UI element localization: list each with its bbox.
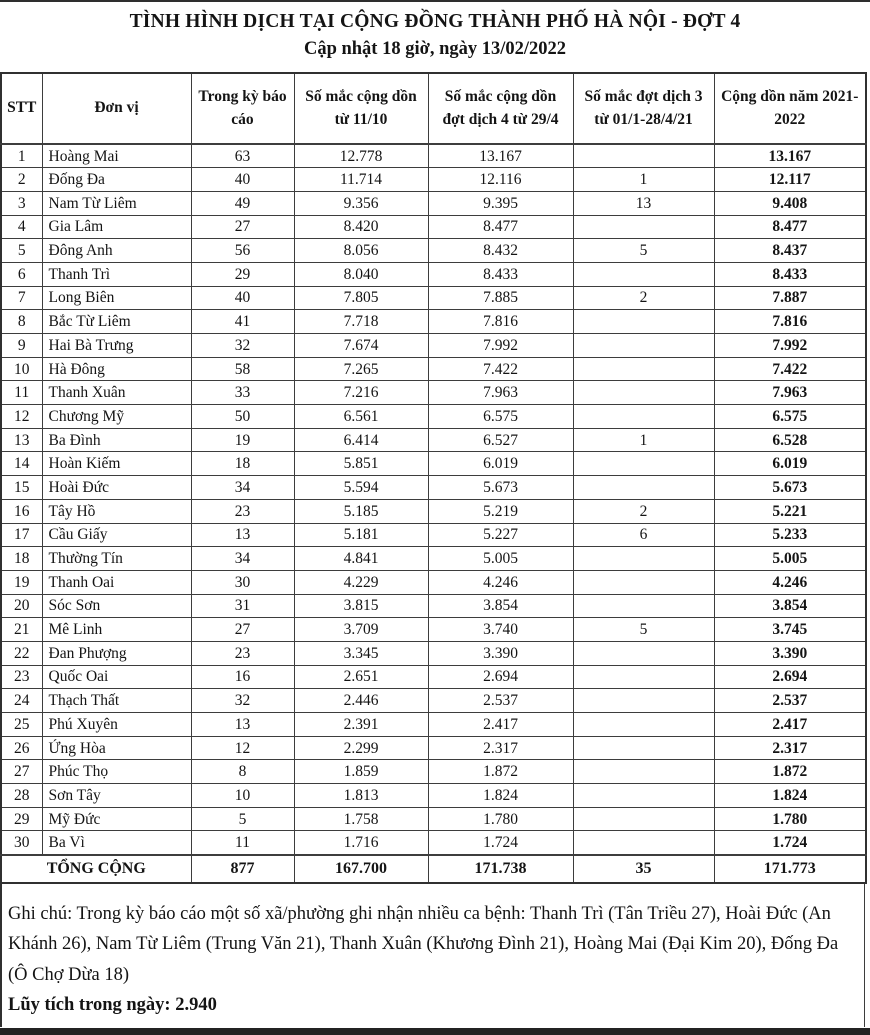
- cell-tu-11-10: 9.356: [294, 191, 428, 215]
- cell-dot-3: [573, 262, 714, 286]
- notes-section: [0, 884, 865, 1027]
- cell-dot-3: [573, 784, 714, 808]
- cell-tu-11-10: 7.805: [294, 286, 428, 310]
- table-row: [1, 310, 866, 334]
- total-row: [1, 855, 866, 883]
- cell-dot-4: 5.227: [428, 523, 573, 547]
- cell-trong-ky: 27: [191, 618, 294, 642]
- cell-don-vi: Mê Linh: [42, 618, 191, 642]
- cell-dot-4: 2.694: [428, 665, 573, 689]
- cell-dot-3: [573, 641, 714, 665]
- cell-dot-4: 8.433: [428, 262, 573, 286]
- table-row: [1, 405, 866, 429]
- cell-cong-don: 7.963: [714, 381, 866, 405]
- cell-trong-ky: 58: [191, 357, 294, 381]
- table-row: [1, 760, 866, 784]
- cell-trong-ky: 23: [191, 641, 294, 665]
- table-row: [1, 570, 866, 594]
- cell-don-vi: Sơn Tây: [42, 784, 191, 808]
- table-row: [1, 713, 866, 737]
- cell-dot-4: 6.575: [428, 405, 573, 429]
- cell-don-vi: Ứng Hòa: [42, 736, 191, 760]
- cell-trong-ky: 34: [191, 476, 294, 500]
- cell-tu-11-10: 5.181: [294, 523, 428, 547]
- cell-stt: 14: [1, 452, 42, 476]
- epidemic-table: [0, 72, 867, 884]
- cell-dot-3: 2: [573, 499, 714, 523]
- total-tu-11-10: 167.700: [294, 855, 428, 883]
- cell-dot-3: 1: [573, 428, 714, 452]
- cell-tu-11-10: 8.056: [294, 239, 428, 263]
- cell-tu-11-10: 3.815: [294, 594, 428, 618]
- cell-don-vi: Chương Mỹ: [42, 405, 191, 429]
- cell-dot-4: 5.005: [428, 547, 573, 571]
- cell-cong-don: 8.437: [714, 239, 866, 263]
- cell-trong-ky: 27: [191, 215, 294, 239]
- cell-trong-ky: 50: [191, 405, 294, 429]
- cell-dot-4: 3.854: [428, 594, 573, 618]
- cell-trong-ky: 32: [191, 689, 294, 713]
- cell-don-vi: Tây Hồ: [42, 499, 191, 523]
- cell-dot-3: [573, 736, 714, 760]
- table-row: [1, 381, 866, 405]
- cell-tu-11-10: 7.265: [294, 357, 428, 381]
- cell-don-vi: Đống Đa: [42, 168, 191, 192]
- cell-dot-4: 3.740: [428, 618, 573, 642]
- cell-dot-3: [573, 760, 714, 784]
- table-row: [1, 262, 866, 286]
- cell-dot-4: 1.824: [428, 784, 573, 808]
- cell-tu-11-10: 3.345: [294, 641, 428, 665]
- cell-cong-don: 2.317: [714, 736, 866, 760]
- cell-don-vi: Hoàn Kiếm: [42, 452, 191, 476]
- cell-stt: 12: [1, 405, 42, 429]
- cell-dot-3: [573, 144, 714, 168]
- cell-cong-don: 2.537: [714, 689, 866, 713]
- cell-tu-11-10: 1.813: [294, 784, 428, 808]
- cell-tu-11-10: 7.718: [294, 310, 428, 334]
- cell-trong-ky: 40: [191, 286, 294, 310]
- cell-dot-4: 6.019: [428, 452, 573, 476]
- table-row: [1, 239, 866, 263]
- cell-stt: 4: [1, 215, 42, 239]
- table-row: [1, 547, 866, 571]
- cell-cong-don: 3.745: [714, 618, 866, 642]
- cell-stt: 28: [1, 784, 42, 808]
- cell-stt: 10: [1, 357, 42, 381]
- cell-trong-ky: 30: [191, 570, 294, 594]
- cell-stt: 5: [1, 239, 42, 263]
- cell-trong-ky: 34: [191, 547, 294, 571]
- cell-trong-ky: 56: [191, 239, 294, 263]
- cell-tu-11-10: 2.299: [294, 736, 428, 760]
- cell-stt: 11: [1, 381, 42, 405]
- cell-stt: 3: [1, 191, 42, 215]
- table-row: [1, 168, 866, 192]
- table-footer: [1, 855, 866, 883]
- cell-don-vi: Ba Đình: [42, 428, 191, 452]
- column-header-dot-dich-4: Số mắc cộng dồn đợt dịch 4 từ 29/4: [428, 73, 573, 144]
- cell-don-vi: Hoài Đức: [42, 476, 191, 500]
- cell-cong-don: 7.887: [714, 286, 866, 310]
- cell-tu-11-10: 4.229: [294, 570, 428, 594]
- cell-stt: 29: [1, 807, 42, 831]
- cell-don-vi: Phú Xuyên: [42, 713, 191, 737]
- cell-trong-ky: 41: [191, 310, 294, 334]
- cell-don-vi: Bắc Từ Liêm: [42, 310, 191, 334]
- cell-tu-11-10: 4.841: [294, 547, 428, 571]
- cell-cong-don: 8.433: [714, 262, 866, 286]
- header-row: [1, 73, 866, 144]
- cell-dot-3: [573, 452, 714, 476]
- table-row: [1, 523, 866, 547]
- cell-stt: 8: [1, 310, 42, 334]
- cell-tu-11-10: 2.446: [294, 689, 428, 713]
- table-row: [1, 499, 866, 523]
- cell-tu-11-10: 1.758: [294, 807, 428, 831]
- page-title: TÌNH HÌNH DỊCH TẠI CỘNG ĐỒNG THÀNH PHỐ HÀ NỘI - ĐỢT 4: [129, 11, 741, 32]
- column-header-stt: STT: [1, 73, 42, 144]
- cell-cong-don: 7.992: [714, 334, 866, 358]
- cell-don-vi: Mỹ Đức: [42, 807, 191, 831]
- cell-tu-11-10: 1.716: [294, 831, 428, 855]
- column-header-cong-don-nam: Cộng dồn năm 2021-2022: [714, 73, 866, 144]
- cell-dot-4: 12.116: [428, 168, 573, 192]
- cell-stt: 13: [1, 428, 42, 452]
- cell-cong-don: 8.477: [714, 215, 866, 239]
- cell-trong-ky: 63: [191, 144, 294, 168]
- cell-cong-don: 6.019: [714, 452, 866, 476]
- cell-dot-4: 3.390: [428, 641, 573, 665]
- cell-dot-4: 7.885: [428, 286, 573, 310]
- cell-dot-3: [573, 831, 714, 855]
- cell-stt: 30: [1, 831, 42, 855]
- cell-cong-don: 5.005: [714, 547, 866, 571]
- cell-dot-3: 6: [573, 523, 714, 547]
- cell-dot-4: 13.167: [428, 144, 573, 168]
- table-row: [1, 594, 866, 618]
- cell-cong-don: 1.780: [714, 807, 866, 831]
- table-body: [1, 144, 866, 855]
- cell-dot-4: 5.673: [428, 476, 573, 500]
- cell-stt: 17: [1, 523, 42, 547]
- cell-dot-3: [573, 547, 714, 571]
- cell-don-vi: Phúc Thọ: [42, 760, 191, 784]
- cell-trong-ky: 40: [191, 168, 294, 192]
- cell-don-vi: Thanh Xuân: [42, 381, 191, 405]
- cell-tu-11-10: 5.185: [294, 499, 428, 523]
- table-row: [1, 831, 866, 855]
- cell-tu-11-10: 11.714: [294, 168, 428, 192]
- total-label: TỔNG CỘNG: [1, 855, 191, 883]
- column-header-cong-don-11-10: Số mắc cộng dồn từ 11/10: [294, 73, 428, 144]
- cell-dot-3: [573, 310, 714, 334]
- cell-dot-3: [573, 594, 714, 618]
- cell-tu-11-10: 6.561: [294, 405, 428, 429]
- table-row: [1, 334, 866, 358]
- cell-dot-3: [573, 807, 714, 831]
- cell-stt: 20: [1, 594, 42, 618]
- cell-don-vi: Long Biên: [42, 286, 191, 310]
- cell-dot-4: 9.395: [428, 191, 573, 215]
- cell-dot-4: 5.219: [428, 499, 573, 523]
- table-row: [1, 665, 866, 689]
- page-subtitle: Cập nhật 18 giờ, ngày 13/02/2022: [303, 39, 567, 60]
- cell-trong-ky: 32: [191, 334, 294, 358]
- table-row: [1, 144, 866, 168]
- cell-trong-ky: 10: [191, 784, 294, 808]
- cell-don-vi: Ba Vì: [42, 831, 191, 855]
- cell-dot-3: [573, 689, 714, 713]
- cell-don-vi: Hà Đông: [42, 357, 191, 381]
- table-row: [1, 191, 866, 215]
- cell-cong-don: 7.422: [714, 357, 866, 381]
- cell-trong-ky: 49: [191, 191, 294, 215]
- table-row: [1, 736, 866, 760]
- cell-cong-don: 1.872: [714, 760, 866, 784]
- cell-dot-3: 13: [573, 191, 714, 215]
- cell-stt: 19: [1, 570, 42, 594]
- table-row: [1, 286, 866, 310]
- cell-cong-don: 3.854: [714, 594, 866, 618]
- cell-dot-4: 2.317: [428, 736, 573, 760]
- cell-dot-4: 7.992: [428, 334, 573, 358]
- cell-cong-don: 13.167: [714, 144, 866, 168]
- cell-trong-ky: 29: [191, 262, 294, 286]
- cell-dot-3: [573, 334, 714, 358]
- table-row: [1, 452, 866, 476]
- cell-trong-ky: 33: [191, 381, 294, 405]
- cell-cong-don: 6.528: [714, 428, 866, 452]
- total-cong-don: 171.773: [714, 855, 866, 883]
- cell-trong-ky: 8: [191, 760, 294, 784]
- cell-dot-4: 7.963: [428, 381, 573, 405]
- cell-trong-ky: 31: [191, 594, 294, 618]
- column-header-don-vi: Đơn vị: [42, 73, 191, 144]
- cell-dot-3: 5: [573, 239, 714, 263]
- cell-cong-don: 3.390: [714, 641, 866, 665]
- cell-don-vi: Nam Từ Liêm: [42, 191, 191, 215]
- cell-tu-11-10: 7.674: [294, 334, 428, 358]
- cell-trong-ky: 18: [191, 452, 294, 476]
- cell-dot-4: 1.872: [428, 760, 573, 784]
- cell-cong-don: 2.417: [714, 713, 866, 737]
- cell-trong-ky: 12: [191, 736, 294, 760]
- cell-stt: 18: [1, 547, 42, 571]
- cell-cong-don: 5.673: [714, 476, 866, 500]
- cell-trong-ky: 11: [191, 831, 294, 855]
- cell-dot-3: [573, 570, 714, 594]
- cell-cong-don: 1.824: [714, 784, 866, 808]
- cell-dot-3: [573, 476, 714, 500]
- table-row: [1, 689, 866, 713]
- cell-don-vi: Cầu Giấy: [42, 523, 191, 547]
- cell-cong-don: 5.221: [714, 499, 866, 523]
- cell-dot-4: 8.477: [428, 215, 573, 239]
- cell-dot-4: 7.816: [428, 310, 573, 334]
- cell-dot-3: [573, 665, 714, 689]
- cell-don-vi: Thanh Trì: [42, 262, 191, 286]
- cell-trong-ky: 23: [191, 499, 294, 523]
- cell-don-vi: Thạch Thất: [42, 689, 191, 713]
- cell-tu-11-10: 7.216: [294, 381, 428, 405]
- cell-tu-11-10: 8.420: [294, 215, 428, 239]
- cell-cong-don: 9.408: [714, 191, 866, 215]
- cell-stt: 9: [1, 334, 42, 358]
- total-dot-4: 171.738: [428, 855, 573, 883]
- total-trong-ky: 877: [191, 855, 294, 883]
- table-row: [1, 476, 866, 500]
- cell-dot-3: [573, 215, 714, 239]
- table-row: [1, 428, 866, 452]
- cell-stt: 22: [1, 641, 42, 665]
- cell-trong-ky: 16: [191, 665, 294, 689]
- cell-dot-4: 1.780: [428, 807, 573, 831]
- table-row: [1, 807, 866, 831]
- table-row: [1, 618, 866, 642]
- cell-dot-3: [573, 713, 714, 737]
- cell-don-vi: Hai Bà Trưng: [42, 334, 191, 358]
- cell-trong-ky: 13: [191, 523, 294, 547]
- column-header-trong-ky: Trong kỳ báo cáo: [191, 73, 294, 144]
- cell-cong-don: 6.575: [714, 405, 866, 429]
- cell-stt: 1: [1, 144, 42, 168]
- cell-dot-3: [573, 405, 714, 429]
- table-header: [1, 73, 866, 144]
- cell-cong-don: 12.117: [714, 168, 866, 192]
- cell-don-vi: Sóc Sơn: [42, 594, 191, 618]
- cell-don-vi: Gia Lâm: [42, 215, 191, 239]
- bottom-border-rule: [0, 1028, 870, 1035]
- note-text: Ghi chú: Trong kỳ báo cáo một số xã/phường ghi nhận nhiều ca bệnh: Thanh Trì (Tân Triều 27), Hoài Đức (An Khánh 26), Nam Từ Liêm (Trung Văn 21), Thanh Xuân (Khương Đình 21), Hoàng Mai (Đại Kim 20), Đống Đa (Ô Chợ Dừa 18): [8, 903, 839, 985]
- cell-dot-3: 5: [573, 618, 714, 642]
- cell-tu-11-10: 5.594: [294, 476, 428, 500]
- cell-dot-4: 4.246: [428, 570, 573, 594]
- cell-don-vi: Thường Tín: [42, 547, 191, 571]
- cell-stt: 23: [1, 665, 42, 689]
- cell-dot-4: 8.432: [428, 239, 573, 263]
- cell-tu-11-10: 12.778: [294, 144, 428, 168]
- table-row: [1, 784, 866, 808]
- cell-stt: 21: [1, 618, 42, 642]
- report-header: [0, 2, 870, 72]
- cell-stt: 26: [1, 736, 42, 760]
- cell-dot-4: 2.417: [428, 713, 573, 737]
- cell-dot-4: 7.422: [428, 357, 573, 381]
- cell-tu-11-10: 3.709: [294, 618, 428, 642]
- cell-stt: 24: [1, 689, 42, 713]
- cell-cong-don: 5.233: [714, 523, 866, 547]
- cell-stt: 16: [1, 499, 42, 523]
- cell-don-vi: Quốc Oai: [42, 665, 191, 689]
- cell-stt: 7: [1, 286, 42, 310]
- cell-dot-3: [573, 357, 714, 381]
- cell-stt: 25: [1, 713, 42, 737]
- cell-tu-11-10: 5.851: [294, 452, 428, 476]
- cell-stt: 15: [1, 476, 42, 500]
- cell-dot-3: 2: [573, 286, 714, 310]
- cell-don-vi: Hoàng Mai: [42, 144, 191, 168]
- cell-dot-3: 1: [573, 168, 714, 192]
- cell-cong-don: 1.724: [714, 831, 866, 855]
- cell-stt: 2: [1, 168, 42, 192]
- cell-tu-11-10: 6.414: [294, 428, 428, 452]
- table-row: [1, 215, 866, 239]
- table-row: [1, 357, 866, 381]
- daily-total-text: Lũy tích trong ngày: 2.940: [8, 995, 217, 1016]
- total-dot-3: 35: [573, 855, 714, 883]
- cell-cong-don: 4.246: [714, 570, 866, 594]
- cell-don-vi: Thanh Oai: [42, 570, 191, 594]
- cell-stt: 27: [1, 760, 42, 784]
- cell-trong-ky: 19: [191, 428, 294, 452]
- cell-tu-11-10: 2.651: [294, 665, 428, 689]
- column-header-dot-dich-3: Số mắc đợt dịch 3 từ 01/1-28/4/21: [573, 73, 714, 144]
- cell-trong-ky: 13: [191, 713, 294, 737]
- cell-dot-3: [573, 381, 714, 405]
- cell-cong-don: 2.694: [714, 665, 866, 689]
- cell-trong-ky: 5: [191, 807, 294, 831]
- cell-tu-11-10: 8.040: [294, 262, 428, 286]
- cell-dot-4: 2.537: [428, 689, 573, 713]
- cell-don-vi: Đan Phượng: [42, 641, 191, 665]
- cell-cong-don: 7.816: [714, 310, 866, 334]
- cell-tu-11-10: 1.859: [294, 760, 428, 784]
- cell-don-vi: Đông Anh: [42, 239, 191, 263]
- table-row: [1, 641, 866, 665]
- cell-stt: 6: [1, 262, 42, 286]
- cell-dot-4: 6.527: [428, 428, 573, 452]
- cell-dot-4: 1.724: [428, 831, 573, 855]
- cell-tu-11-10: 2.391: [294, 713, 428, 737]
